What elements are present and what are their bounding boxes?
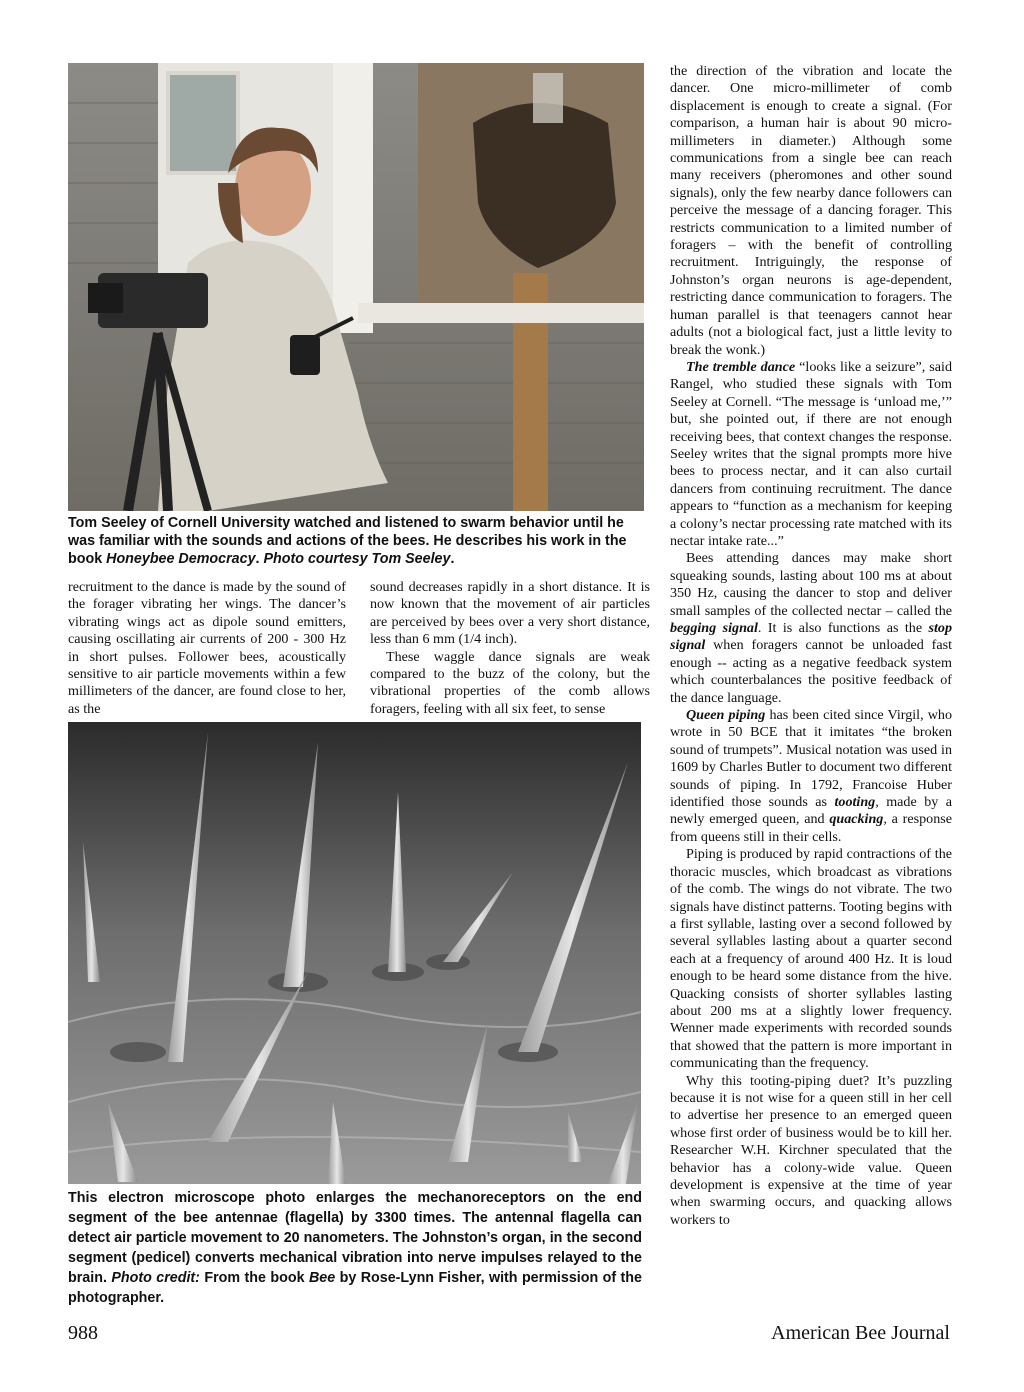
column-left-a: [68, 579, 346, 718]
paragraph: the direction of the vibration and locate the dancer. One micro-millimeter of comb displacement is enough to create a signal. (For comparison, a human hair is about 90 micro-millimeters in diameter.) Although some communications from a single bee can reach many receivers (pheromones and other sound signals), only the few nearby dance followers can perceive the message of a dancing forager. This restricts communication to a limited number of foragers – with the benefit of controlling recruitment. Intriguingly, the response of Johnston’s organ neurons is age-dependent, restricting dance communication to foragers. The human parallel is that teenagers cannot hear adults (not a biological fact, just a little levity to break the wonk.): [670, 63, 952, 358]
electron-microscope-photo: [68, 722, 641, 1184]
term-stop-signal: stop signal: [670, 620, 953, 654]
paragraph: sound decreases rapidly in a short distance. It is now known that the movement of air particles are perceived by bees over a very short distance, less than 6 mm (1/4 inch).: [370, 579, 650, 648]
caption2-book-title: Bee: [308, 1270, 336, 1286]
paragraph-tremble-dance: [670, 359, 952, 550]
paragraph-text: , made by a newly emerged queen, and: [670, 794, 953, 828]
term-quacking: quacking: [829, 811, 884, 828]
paragraph-queen-piping: [670, 707, 952, 846]
caption2-credit-label: Photo credit:: [111, 1270, 200, 1286]
paragraph-text: , a response from queens still in their cells.: [670, 811, 952, 845]
caption1-text: Tom Seeley of Cornell University watched and listened to swarm behavior until he was familiar with the sounds and actions of the bees. He describes his work in the book: [68, 515, 627, 567]
caption2-credit-text: by Rose-Lynn Fisher, with permission of the photographer.: [68, 1270, 642, 1306]
electron-microscope-photo-icon: [68, 722, 641, 1184]
page-number: 988: [68, 1322, 98, 1344]
paragraph-text: “looks like a seizure”, said Rangel, who studied these signals with Tom Seeley at Cornell. “The message is ‘unload me,’” but, she pointed out, if there are not enough receiving bees, that context changes the response. Seeley writes that the signal prompts more hive bees to process nectar, and it can also curtail dancers from continuing recruitment. The dance appears to “function as a mechanism for keeping a colony’s nectar processing rate matched with its nectar intake rate...”: [670, 358, 952, 549]
paragraph-text: Bees attending dances may make short squeaking sounds, lasting about 100 ms at about 350 Hz, causing the dancer to stop and deliver small samples of the collected nectar – called the: [670, 550, 952, 619]
paragraph-text: when foragers cannot be unloaded fast enough -- acting as a negative feedback system which counterbalances the positive feedback of the dance language.: [670, 637, 952, 706]
term-tremble-dance: The tremble dance: [686, 358, 796, 375]
paragraph-text: . It is also functions as the: [757, 620, 929, 636]
term-begging-signal: begging signal: [670, 620, 758, 636]
column-right: [670, 63, 952, 1229]
term-tooting: tooting: [834, 794, 876, 811]
paragraph: These waggle dance signals are weak compared to the buzz of the colony, but the vibrational properties of the comb allows foragers, feeling with all six feet, to sense: [370, 648, 650, 717]
caption1-credit: Photo courtesy Tom Seeley: [263, 551, 451, 567]
paragraph: Piping is produced by rapid contractions of the thoracic muscles, which broadcast as vibrations of the comb. The wings do not vibrate. The two signals have distinct patterns. Tooting begins with a first syllable, lasting over a second followed by several syllables lasting about a quarter second each at a frequency of around 400 Hz. It is loud enough to be heard some distance from the hive. Quacking consists of shorter syllables lasting about 200 ms at a slightly lower frequency. Wenner made experiments with recorded sounds that showed that the pattern is more important in communicating than the frequency.: [670, 846, 952, 1072]
seeley-photo: [68, 63, 644, 511]
caption1-separator: .: [255, 551, 264, 567]
photo2-caption: [68, 1188, 642, 1308]
caption1-book-title: Honeybee Democracy: [106, 551, 256, 567]
term-queen-piping: Queen piping: [686, 707, 766, 724]
photo1-caption: Tom Seeley of Cornell University watched and listened to swarm behavior until he was familiar with the sounds and actions of the bees. He describes his work in the book Honeybee Democracy. Photo courtesy Tom Seeley.: [68, 515, 627, 567]
paragraph: Why this tooting-piping duet? It’s puzzling because it is not wise for a queen still in her cell to advertise her presence to an emerged queen whose first order of business would be to kill her. Researcher W.H. Kirchner speculated that the behavior has a colony-wide value. Queen development is expensive at the time of year when swarming occurs, and quacking allows workers to: [670, 1072, 952, 1228]
journal-name: American Bee Journal: [771, 1322, 950, 1344]
column-left-b: [370, 579, 650, 718]
paragraph-text: has been cited since Virgil, who wrote in 50 BCE that it imitates “the broken sound of trumpets”. Musical notation was used in 1609 by Charles Butler to document two different sounds of piping. In 1792, Francoise Huber identified those sounds as: [670, 707, 953, 811]
caption2-text: This electron microscope photo enlarges the mechanoreceptors on the end segment of the bee antennae (flagella) by 3300 times. The antennal flagella can detect air particle movement to 20 nanometers. The Johnston’s organ, in the second segment (pedicel) converts mechanical vibration into nerve impulses relayed to the brain.: [68, 1190, 642, 1286]
photo-portrait-icon: [68, 63, 644, 511]
caption2-credit-text: From the book: [199, 1270, 309, 1286]
paragraph: recruitment to the dance is made by the sound of the forager vibrating her wings. The dancer’s vibrating wings act as dipole sound emitters, causing oscillating air currents of 200 - 300 Hz in short pulses. Follower bees, acoustically sensitive to air particle movements within a few millimeters of the dancer, are found close to her, as the: [68, 579, 346, 717]
paragraph-begging-signal: [670, 550, 952, 707]
